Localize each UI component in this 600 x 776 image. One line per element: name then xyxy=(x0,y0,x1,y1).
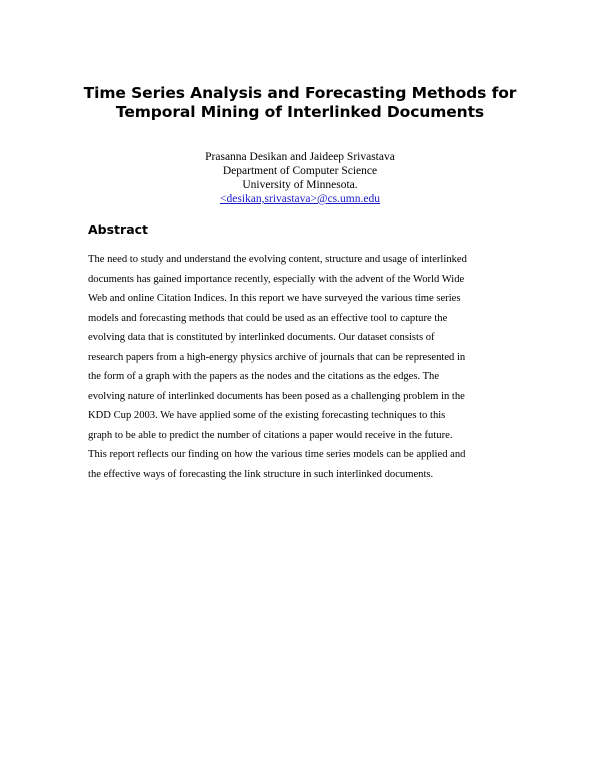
abstract-line: The need to study and understand the evolving content, structure and usage of interlinked xyxy=(88,254,467,265)
abstract-line: This report reflects our finding on how the various time series models can be applied and xyxy=(88,449,466,460)
abstract-line: evolving data that is constituted by interlinked documents. Our dataset consists of xyxy=(88,332,435,343)
author-names: Prasanna Desikan and Jaideep Srivastava xyxy=(205,151,395,163)
author-university: University of Minnesota. xyxy=(242,179,358,191)
author-department: Department of Computer Science xyxy=(222,165,378,177)
paper-title xyxy=(60,84,540,122)
abstract-line: models and forecasting methods that could be used as an effective tool to capture the xyxy=(88,312,448,324)
abstract-body xyxy=(88,250,520,484)
paper-title-line: Time Series Analysis and Forecasting Methods for xyxy=(83,84,517,102)
abstract-line: research papers from a high-energy physics archive of journals that can be represented in xyxy=(88,351,466,363)
paper-title-line: Temporal Mining of Interlinked Documents xyxy=(115,103,485,121)
abstract-line: KDD Cup 2003. We have applied some of the existing forecasting techniques to this xyxy=(88,410,446,421)
abstract-heading: Abstract xyxy=(88,222,149,237)
abstract-line: documents has gained importance recently, especially with the advent of the World Wide xyxy=(88,273,465,285)
abstract-line: graph to be able to predict the number of citations a paper would receive in the future. xyxy=(88,429,453,441)
abstract-line: Web and online Citation Indices. In this report we have surveyed the various time series xyxy=(88,293,461,304)
abstract-line: the form of a graph with the papers as the nodes and the citations as the edges. The xyxy=(88,371,440,382)
abstract-line: evolving nature of interlinked documents has been posed as a challenging problem in the xyxy=(88,390,465,402)
abstract-line: the effective ways of forecasting the link structure in such interlinked documents. xyxy=(88,468,434,480)
author-email-link[interactable]: <desikan,srivastava>@cs.umn.edu xyxy=(220,193,380,205)
author-block xyxy=(150,150,450,206)
